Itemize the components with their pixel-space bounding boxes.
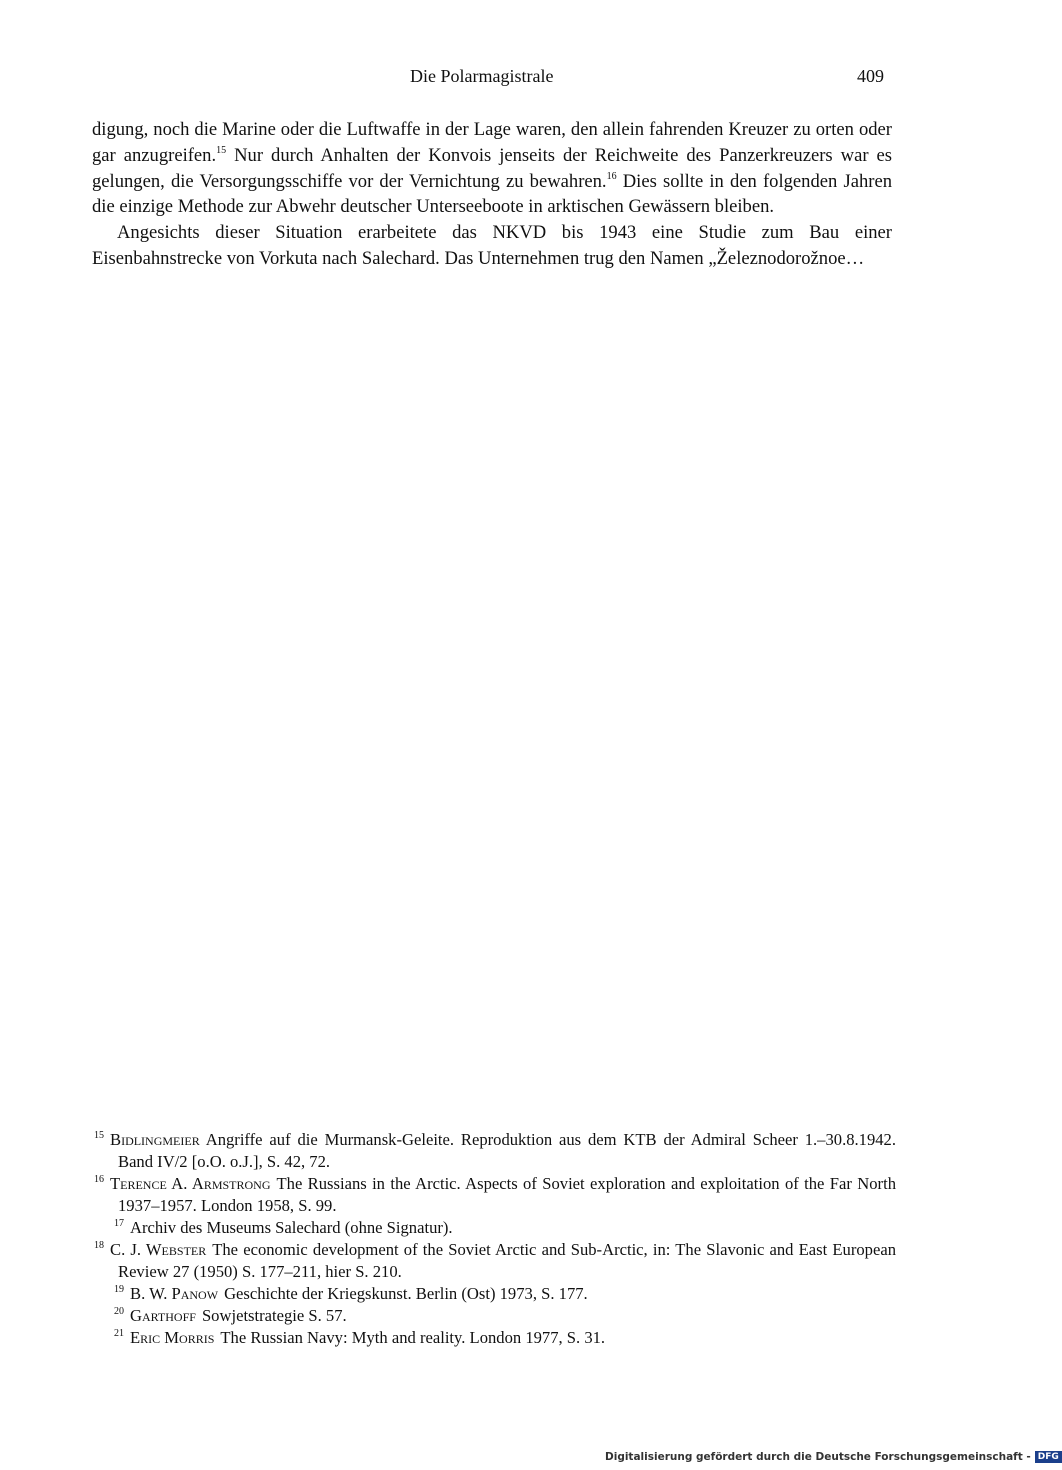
footnote-number: 15 [94, 1130, 104, 1141]
footnote [94, 1239, 896, 1283]
footnote-text: The Russians in the Arctic. Aspects of Soviet exploration and exploitation of the Far North 1937–1957. London 1958, S. 99. [118, 1174, 896, 1215]
footnote [94, 1173, 896, 1217]
footnote-number: 16 [94, 1174, 104, 1185]
dfg-logo-icon: DFG [1035, 1451, 1062, 1463]
body-paragraph [92, 220, 892, 272]
paragraph-text: Nur durch Anhalten der Konvois jenseits der Reichweite des Panzerkreuzers war es gelungen, die Versorgungsschiffe vor der Vernichtung zu bewahren. [92, 144, 892, 192]
page-number: 409 [857, 66, 884, 86]
footnote-ref: 15 [216, 144, 227, 156]
paragraph-text: digung, noch die Marine oder die Luftwaffe in der Lage waren, den allein fahrenden Kreuzer zu orten oder gar anzugreifen. [92, 119, 892, 166]
body-paragraph [92, 117, 892, 220]
footnote-author: Terence A. Armstrong [110, 1174, 271, 1193]
footnote-text: Sowjetstrategie S. 57. [201, 1306, 347, 1325]
footnote-number: 19 [114, 1284, 124, 1295]
footnote-ref: 16 [606, 170, 617, 182]
footnote [114, 1283, 896, 1305]
page-header [0, 66, 1000, 96]
footnote-author: B. W. Panow [130, 1284, 219, 1303]
footnote-text: Geschichte der Kriegskunst. Berlin (Ost) 1973, S. 177. [224, 1284, 588, 1303]
body-text [92, 117, 892, 272]
footnote-number: 18 [94, 1240, 104, 1251]
footnotes [94, 1129, 896, 1349]
footnote [114, 1327, 896, 1349]
dfg-credit: Digitalisierung gefördert durch die Deutsche Forschungsgemeinschaft - [605, 1451, 1031, 1463]
footnote [114, 1217, 896, 1239]
footnote-number: 20 [114, 1306, 124, 1317]
footnote-author: Garthoff [130, 1306, 196, 1325]
footnote-text: The Russian Navy: Myth and reality. London 1977, S. 31. [220, 1328, 606, 1347]
footnote [94, 1129, 896, 1173]
footnote [114, 1305, 896, 1327]
footnote-author: C. J. Webster [110, 1240, 207, 1259]
running-title: Die Polarmagistrale [410, 66, 554, 86]
footnote-text: The economic development of the Soviet Arctic and Sub-Arctic, in: The Slavonic and East European Review 27 (1950) S. 177–211, hier S. 210. [118, 1240, 896, 1281]
dfg-footer [605, 1451, 1059, 1467]
footnote-author: Bidlingmeier [110, 1130, 200, 1149]
footnote-number: 21 [114, 1328, 124, 1339]
footnote-text: Angriffe auf die Murmansk-Geleite. Reproduktion aus dem KTB der Admiral Scheer 1.–30.8.1942. Band IV/2 [o.O. o.J.], S. 42, 72. [118, 1130, 896, 1171]
footnote-number: 17 [114, 1218, 124, 1229]
footnote-author: Eric Morris [130, 1328, 215, 1347]
paragraph-text: Angesichts dieser Situation erarbeitete das NKVD bis 1943 eine Studie zum Bau einer Eisenbahnstrecke von Vorkuta nach Salechard. Das Unternehmen trug den Namen „Železnodorožnoe… [92, 222, 892, 269]
footnote-text: Archiv des Museums Salechard (ohne Signatur). [130, 1218, 453, 1237]
paragraph-text: Dies sollte in den folgenden Jahren die einzige Methode zur Abwehr deutscher Unterseeboote in arktischen Gewässern bleiben. [92, 170, 892, 218]
